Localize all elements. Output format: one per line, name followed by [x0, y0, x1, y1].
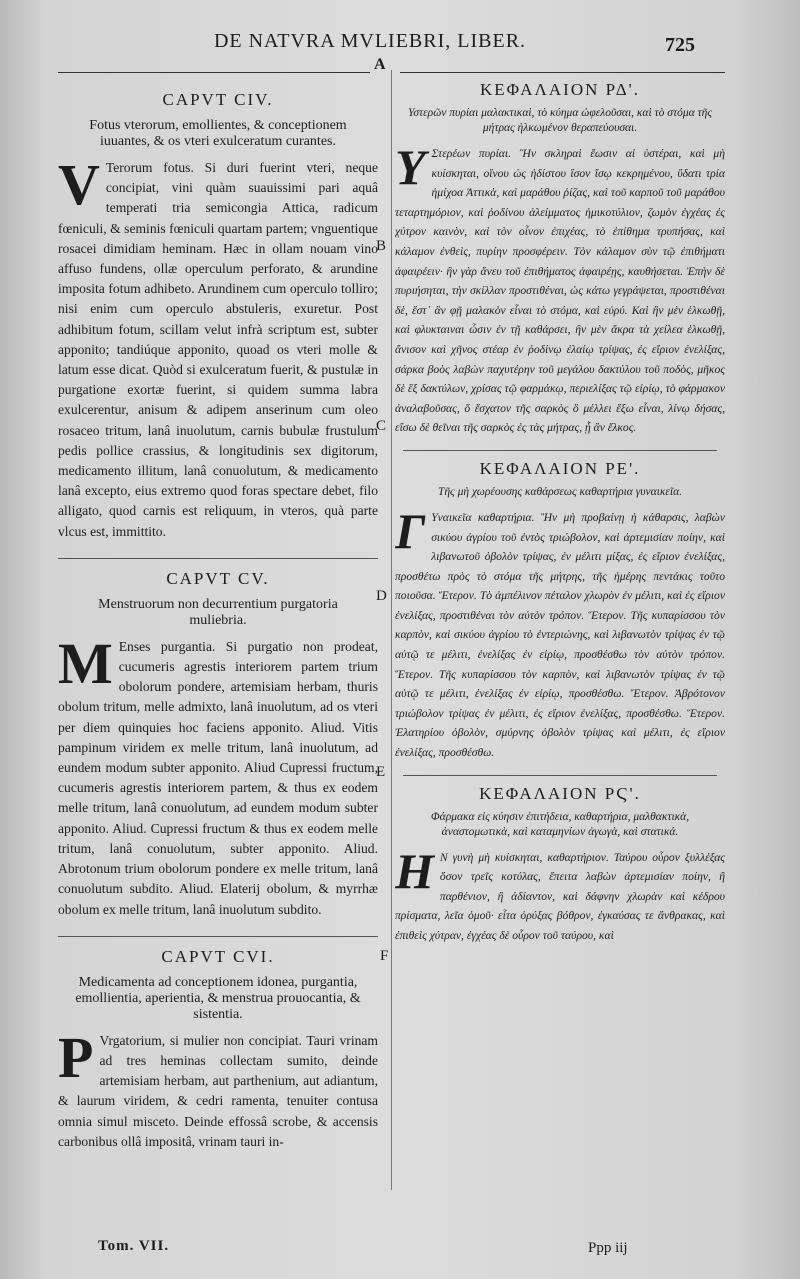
drop-cap: Υ: [395, 139, 426, 195]
chapter-body: [395, 139, 725, 438]
chapter-subtitle: Τῆς μὴ χωρέουσης καθάρσεως καθαρτήρια γυναικεῖα.: [437, 485, 683, 498]
header-rule-left: [58, 72, 370, 73]
drop-cap: M: [58, 630, 113, 696]
chapter-text: Ν γυνὴ μὴ κυίσκηται, καθαρτήριον. Ταύρου οὖρον ξυλλέξας ὅσον τρεῖς κοτύλας, ἔπειτα λαβὼν ἀρτεμισίαν ποίην, ἢ παρθένιον, ἢ ἀδίαντον, καὶ δάφνην χλωρὰν καὶ κέδρου πρίσματα, λεῖα ὁμοῦ· εἶτα ὀρύξας βόθρον, ἐγκαύσας τε ἄνθρακας, καὶ ἐπιθεὶς χύτραν, ἐγχέας δὲ οὖρον τοῦ ταύρου, καὶ: [395, 850, 725, 942]
chapter-text: Enses purgantia. Si purgatio non prodeat, cucumeris agrestis interiorem partem trium obolorum pondere, artemisiam herbam, thuris obolum tritum, melle admixto, lanâ inuolutum, ad os vteri per diem quinquies hoc faciens apponito. Aliud. Vitis pampinum viridem ex melle tritum, lanâ inuolutum, ad eundem modum subter apponito. Aliud Cupressi fructum, cucumeris agrestis interiorem partem, & thus ex eodem melle tritum, lanâ conuolutum, ad eundem modum subter apponito. Aliud. Cupressi fructum & thus ex eodem melle tritum, lanâ conuolutum, subter apponito. Aliud. Abrotonum trium obolorum pondere ex melle tritum, lanâ conuolutum subdito. Aliud. Elaterij obolum, & myrrhæ obolum ex melle tritum, lanâ inuolutum subdito.: [58, 638, 378, 917]
margin-letter-b: B: [376, 238, 387, 254]
chapter-body: [58, 1024, 378, 1152]
section-separator: [403, 450, 717, 451]
section-separator: [58, 558, 378, 559]
margin-letter-f: F: [380, 948, 389, 964]
drop-cap: P: [58, 1024, 94, 1090]
chapter-subtitle: Medicamenta ad conceptionem idonea, purgantia, emollientia, aperientia, & menstrua prouocantia, & sistentia.: [75, 974, 361, 1022]
drop-cap: V: [58, 152, 100, 217]
chapter-subtitle: Υστερῶν πυρίαι μαλακτικαὶ, τὸ κύημα ὠφελοῦσαι, καὶ τὸ στόμα τῆς μήτρας ἡλκωμένον θεραπεύουσαι.: [408, 107, 712, 134]
margin-letter-c: C: [376, 418, 387, 434]
chapter-text: Υναικεῖα καθαρτήρια. Ἢν μὴ προβαίνῃ ἡ κάθαρσις, λαβὼν σικύου ἀγρίου τοῦ ἐντὸς τριώβολον, καὶ ἀρτεμισίαν ποίην, καὶ λιβανωτοῦ ὀβολὸν τρίψας, ἐν μέλιτι μίξας, ἐς εἴριον ἐνελίξας, προσθέτω πρὸς τὸ στόμα τῆς μήτρης, τῆς ἡμέρης πεντάκις τοῦτο ποιοῦσα. Ἕτερον. Τὸ ἀμπέλινον πέταλον χλωρὸν ἐν μέλιτι, καὶ ἐς εἴριον ἐνελίξας, προστιθέναι τὸν αὐτὸν τρόπον. Ἕτερον. Τῆς κυπαρίσσου τὸν καρπὸν, καὶ σικύου ἀγρίου τὸ ἐντεριώνης, καὶ λιβανωτὸν τρίψας ἐν τῷ αὐτῷ τε μέλιτι, ἐνελίξας ἐν εἰρίῳ, προσθέσθω τὸν αὐτὸν τρόπον. Ἕτερον. Τῆς κυπαρίσσου τὸν καρπὸν, καὶ λιβανωτὸν τρίψας ἐν τῷ αὐτῷ τε μέλιτι, ἐνελίξας ἐν εἰρίῳ, προσθέσθω. Ἕτερον. Ἀβρότονον τριώβολον τρίψας ἐν μέλιτι, ἐς εἴριον ἐνελίξας, προσθέσθω. Ἕτερον. Ἐλατηρίου ὀβολὸν, σμύρνης ὀβολὸν τρίψας καὶ μέλιτι, ἐς εἴριον ἐνελίξας, προσθέσθω.: [395, 510, 725, 760]
signature-footer: Ppp iij: [588, 1240, 628, 1256]
section-separator: [58, 936, 378, 937]
running-title: DE NATVRA MVLIEBRI, LIBER.: [213, 30, 527, 52]
chapter-106-latin: [58, 947, 378, 1152]
chapter-title: ΚΕΦΑΛΑΙΟΝ ΡΔ'.: [480, 80, 640, 99]
chapter-text: Vrgatorium, si mulier non concipiat. Tauri vrinam ad tres heminas collectam sumito, deinde artemisiam herbam, aut parthenium, aut adiantum, & laurum viridem, & cedri ramenta, tenuiter contusa omnia simul misceto. Deinde effossâ scrobe, & accensis carbonibus ollâ impositâ, vrinam tauri in-: [58, 1032, 378, 1149]
latin-column: [58, 80, 378, 1200]
chapter-title: CAPVT CV.: [166, 568, 270, 588]
chapter-title: ΚΕΦΑΛΑΙΟΝ ΡϚ'.: [479, 783, 641, 803]
chapter-105-greek: [395, 459, 725, 763]
chapter-106-greek: [395, 784, 725, 946]
volume-label: Tom. VII.: [98, 1238, 170, 1254]
chapter-subtitle: Φάρμακα εἰς κύησιν ἐπιτήδεια, καθαρτήρια, μαλθακτικὰ, ἀναστομωτικὰ, καὶ καταμηνίων ἀγωγὰ, καὶ στατικά.: [430, 810, 690, 838]
margin-letter-d: D: [376, 588, 387, 604]
section-separator: [403, 775, 717, 776]
chapter-104-latin: [58, 90, 378, 542]
chapter-title: CAPVT CVI.: [161, 946, 275, 966]
chapter-text: Στερέων πυρίαι. Ἢν σκληραὶ ἔωσιν αἱ ὑστέραι, καὶ μὴ κυίσκηται, οἴνου ὡς ἡδίστου ἴσον ἴσῳ κεκρημένου, ὕδατι τρία ἡμίχοα Ἀττικὰ, καὶ μαράθου ῥίζας, καὶ τοῦ καρποῦ τοῦ μαράθου τεταρτημόριον, καὶ ῥοδίνου ἀλείμματος ἡμικοτύλιον, ζωμὸν ἐγχέας ἐς χύτρον καινὸν, καὶ τὸν οἶνον ἐπιχέας, τὸ ἐπίθημα τρυπήσας, καὶ κάλαμον ἐνθεὶς, πυρίην προσφέρειν. Τὸν κάλαμον σὺν τῷ ἐπιθήματι ἀφαιρέειν· ἢν γὰρ ἄνευ τοῦ ἐπιθήματος ἀφαιρέῃς, καυθήσεται. Ἐπὴν δὲ πυριήσηται, τὴν σκίλλαν προστιθέναι, ὡς κάτω γεγράψεται, προστιθέναι δὲ, ἔστ᾽ ἂν φῇ μαλακὸν εἶναι τὸ στόμα, καὶ εὐρύ. Καὶ ἢν μὲν ἑλκωθῇ, καὶ φλυκταιναι ὦσιν ἐν τῇ καθάρσει, ἢν μὲν ἄκρα τὰ χείλεα ἑλκωθῇ, ἄνισον καὶ χῆνος στέαρ ἐν ῥοδίνῳ ἐλαίῳ τρίψας, ἐς εἴριον ἐνελίξας, σάρκα βοὸς λαβὼν παχυτέρην τοῦ μεγάλου δακτύλου τοῦ ποδὸς, μῆκος δὲ ἓξ δακτύλων, χρίσας τῷ φαρμάκῳ, περιελίξας τῷ εἰρίῳ, τὸ φάρμακον ἀναλαβοῦσας, ὅ ἔσχατον τῆς σαρκὸς ὃ μέλλει ἔξω εἶναι, λίνῳ δήσας, εἴσω δὲ θεῖναι τῆς σαρκὸς ἐς τὰς μήτρας, ᾗ ἂν ἕλκος.: [395, 147, 725, 435]
chapter-body: [58, 630, 378, 920]
greek-column: [395, 72, 725, 1172]
chapter-title: ΚΕΦΑΛΑΙΟΝ ΡΕ'.: [479, 458, 641, 478]
drop-cap: Η: [395, 842, 434, 899]
chapter-body: [395, 502, 725, 763]
column-divider: [391, 70, 392, 1190]
chapter-body: [395, 842, 725, 946]
chapter-title: CAPVT CIV.: [162, 90, 274, 109]
chapter-104-greek: [395, 80, 725, 438]
signature-mark: A: [374, 56, 386, 73]
chapter-105-latin: [58, 569, 378, 920]
chapter-text: Terorum fotus. Si duri fuerint vteri, neque concipiat, vini quàm suauissimi pari aquâ temperati tria semicongia Attica, radicum fœniculi, & seminis fœniculi quartam partem; vnguentique rosacei dimidiam heminam. Hæc in ollam nouam vino affuso fundens, ollæ operculum perforato, & arundine imposita fotum adhibeto. Arundinem cum operculo tolliro; nisi enim cum operculo abstuleris, exuretur. Post adhibitum fotum, scillam velut infrà scriptum est, subter apponito; tandiúque apponito, quoad os vteri molle & latum esse dicat. Quòd si exulceratum fuerit, & pustulæ in purgatione exortæ fuerint, si quidem summa labra exulcerentur, anisum & adipem anserinum cum oleo rosaceo tritum, lanâ inuolutum, carnis bubulæ frustulum pedis pollice crassius, & longitudinis sex digitorum, medicamento illitum, lanâ conuolutum, & medicamento lanâ excepto, eius extremo quod foras spectare debet, filo alligato, quod carnis est reliquum, in vteros, quà parte vlcus est, immittito.: [58, 160, 378, 539]
page-number: 725: [665, 34, 695, 56]
chapter-body: [58, 152, 378, 542]
drop-cap: Γ: [395, 502, 426, 559]
chapter-subtitle: Menstruorum non decurrentium purgatoria muliebria.: [98, 596, 338, 628]
margin-letter-e: E: [376, 764, 386, 780]
chapter-subtitle: Fotus vterorum, emollientes, & conceptionem iuuantes, & os vteri exulceratum curantes.: [89, 118, 347, 149]
